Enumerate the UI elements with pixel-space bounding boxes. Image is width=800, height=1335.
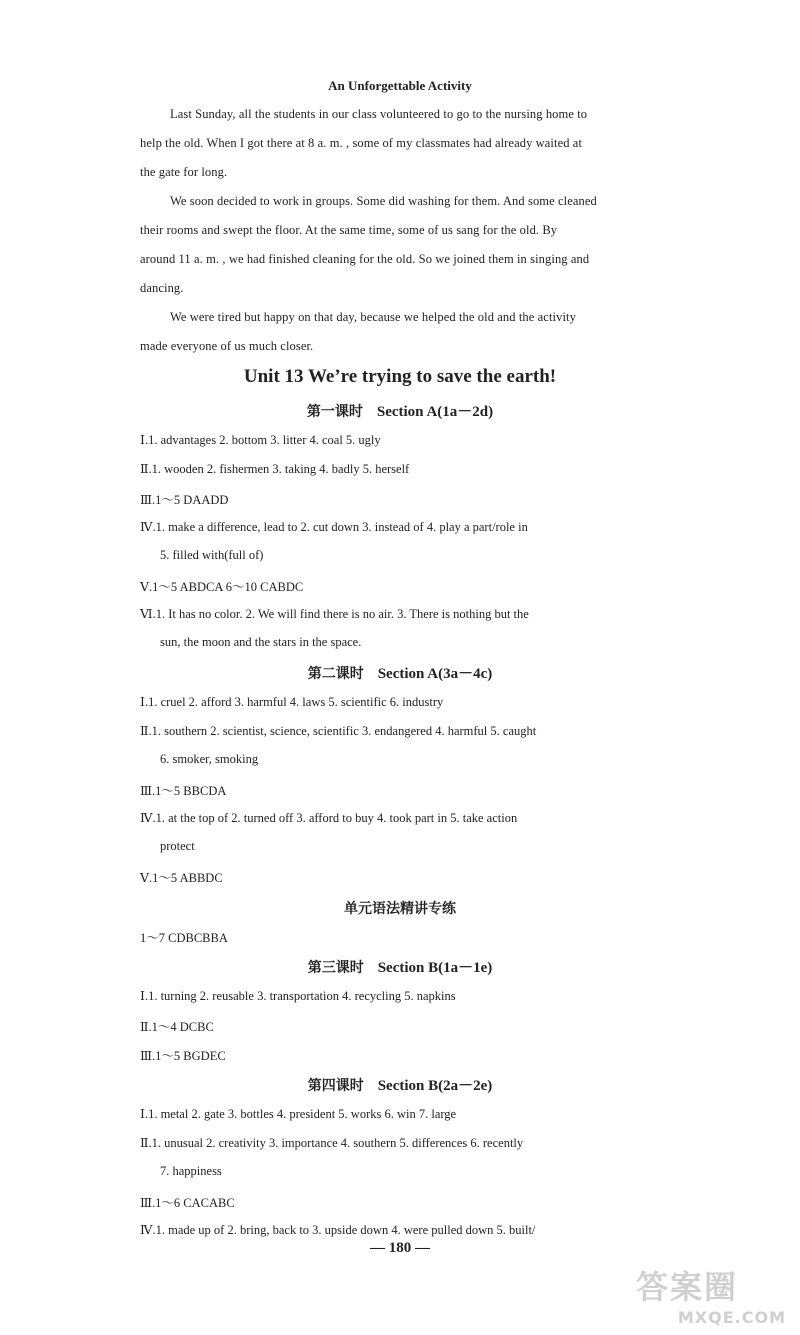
essay-line: the gate for long. xyxy=(140,165,228,179)
essay-line: We soon decided to work in groups. Some did washing for them. And some cleaned xyxy=(170,194,597,208)
answer-line: Ⅱ.1. southern 2. scientist, science, scientific 3. endangered 4. harmful 5. caught xyxy=(140,724,537,738)
unit-title: Unit 13 We’re trying to save the earth! xyxy=(243,366,557,387)
answer-line: Ⅰ.1. advantages 2. bottom 3. litter 4. coal 5. ugly xyxy=(140,433,381,447)
answer-line: 6. smoker, smoking xyxy=(160,752,259,766)
essay-line: their rooms and swept the floor. At the same time, some of us sang for the old. By xyxy=(140,223,558,237)
answer-line: Ⅲ.1～5 BGDEC xyxy=(140,1049,226,1063)
essay-title: An Unforgettable Activity xyxy=(328,78,472,93)
lesson-label: 第一课时 xyxy=(306,404,363,420)
watermark-url: MXQE.COM xyxy=(677,1308,786,1327)
answer-line: Ⅱ.1～4 DCBC xyxy=(140,1020,214,1034)
essay-line: around 11 a. m. , we had finished cleaning for the old. So we joined them in singing and xyxy=(140,252,590,266)
grammar-title: 单元语法精讲专练 xyxy=(344,901,456,917)
answer-line: Ⅳ.1. make a difference, lead to 2. cut down 3. instead of 4. play a part/role in xyxy=(140,520,528,534)
answer-line: 5. filled with(full of) xyxy=(160,548,264,562)
answer-line: Ⅳ.1. at the top of 2. turned off 3. afford to buy 4. took part in 5. take action xyxy=(140,811,518,825)
section-heading xyxy=(0,956,800,977)
section-heading xyxy=(0,898,800,918)
lesson-label: 第二课时 xyxy=(307,666,364,682)
answer-line: Ⅲ.1～5 BBCDA xyxy=(140,784,227,798)
answer-line: Ⅵ.1. It has no color. 2. We will find there is no air. 3. There is nothing but the xyxy=(140,607,529,621)
essay-line: Last Sunday, all the students in our class volunteered to go to the nursing home to xyxy=(170,107,588,121)
answer-line: Ⅲ.1～6 CACABC xyxy=(140,1196,235,1210)
answer-line: Ⅲ.1～5 DAADD xyxy=(140,493,229,507)
answer-line: Ⅴ.1～5 ABBDC xyxy=(140,871,223,885)
watermark xyxy=(636,1262,786,1330)
lesson-label: 第四课时 xyxy=(307,1078,364,1094)
answer-line: Ⅰ.1. cruel 2. afford 3. harmful 4. laws 5. scientific 6. industry xyxy=(140,695,444,709)
answer-line: Ⅰ.1. metal 2. gate 3. bottles 4. president 5. works 6. win 7. large xyxy=(140,1107,457,1121)
section-heading xyxy=(0,662,800,683)
essay-line: made everyone of us much closer. xyxy=(140,339,314,353)
answer-line: Ⅱ.1. unusual 2. creativity 3. importance 4. southern 5. differences 6. recently xyxy=(140,1136,524,1150)
answer-line: Ⅴ.1～5 ABDCA 6～10 CABDC xyxy=(140,580,304,594)
answer-line: 7. happiness xyxy=(160,1164,222,1178)
section-heading xyxy=(0,1074,800,1095)
page-number: — 180 — xyxy=(370,1240,430,1256)
watermark-logo: 答案圈 xyxy=(636,1268,739,1306)
section-label: Section A(3a－4c) xyxy=(377,666,493,682)
essay-line: We were tired but happy on that day, because we helped the old and the activity xyxy=(170,310,576,324)
answer-line: sun, the moon and the stars in the space. xyxy=(160,635,362,649)
answer-line: Ⅰ.1. turning 2. reusable 3. transportation 4. recycling 5. napkins xyxy=(140,989,456,1003)
answer-line: 1～7 CDBCBBA xyxy=(140,931,228,945)
section-label: Section B(1a－1e) xyxy=(377,960,493,976)
answer-line: Ⅳ.1. made up of 2. bring, back to 3. upside down 4. were pulled down 5. built/ xyxy=(140,1223,536,1237)
section-label: Section A(1a－2d) xyxy=(376,404,494,420)
essay-line: help the old. When I got there at 8 a. m. , some of my classmates had already waited at xyxy=(140,136,583,150)
lesson-label: 第三课时 xyxy=(307,960,364,976)
answer-line: protect xyxy=(160,839,195,853)
essay-line: dancing. xyxy=(140,281,184,295)
answer-line: Ⅱ.1. wooden 2. fishermen 3. taking 4. badly 5. herself xyxy=(140,462,410,476)
section-label: Section B(2a－2e) xyxy=(377,1078,493,1094)
section-heading xyxy=(0,400,800,421)
